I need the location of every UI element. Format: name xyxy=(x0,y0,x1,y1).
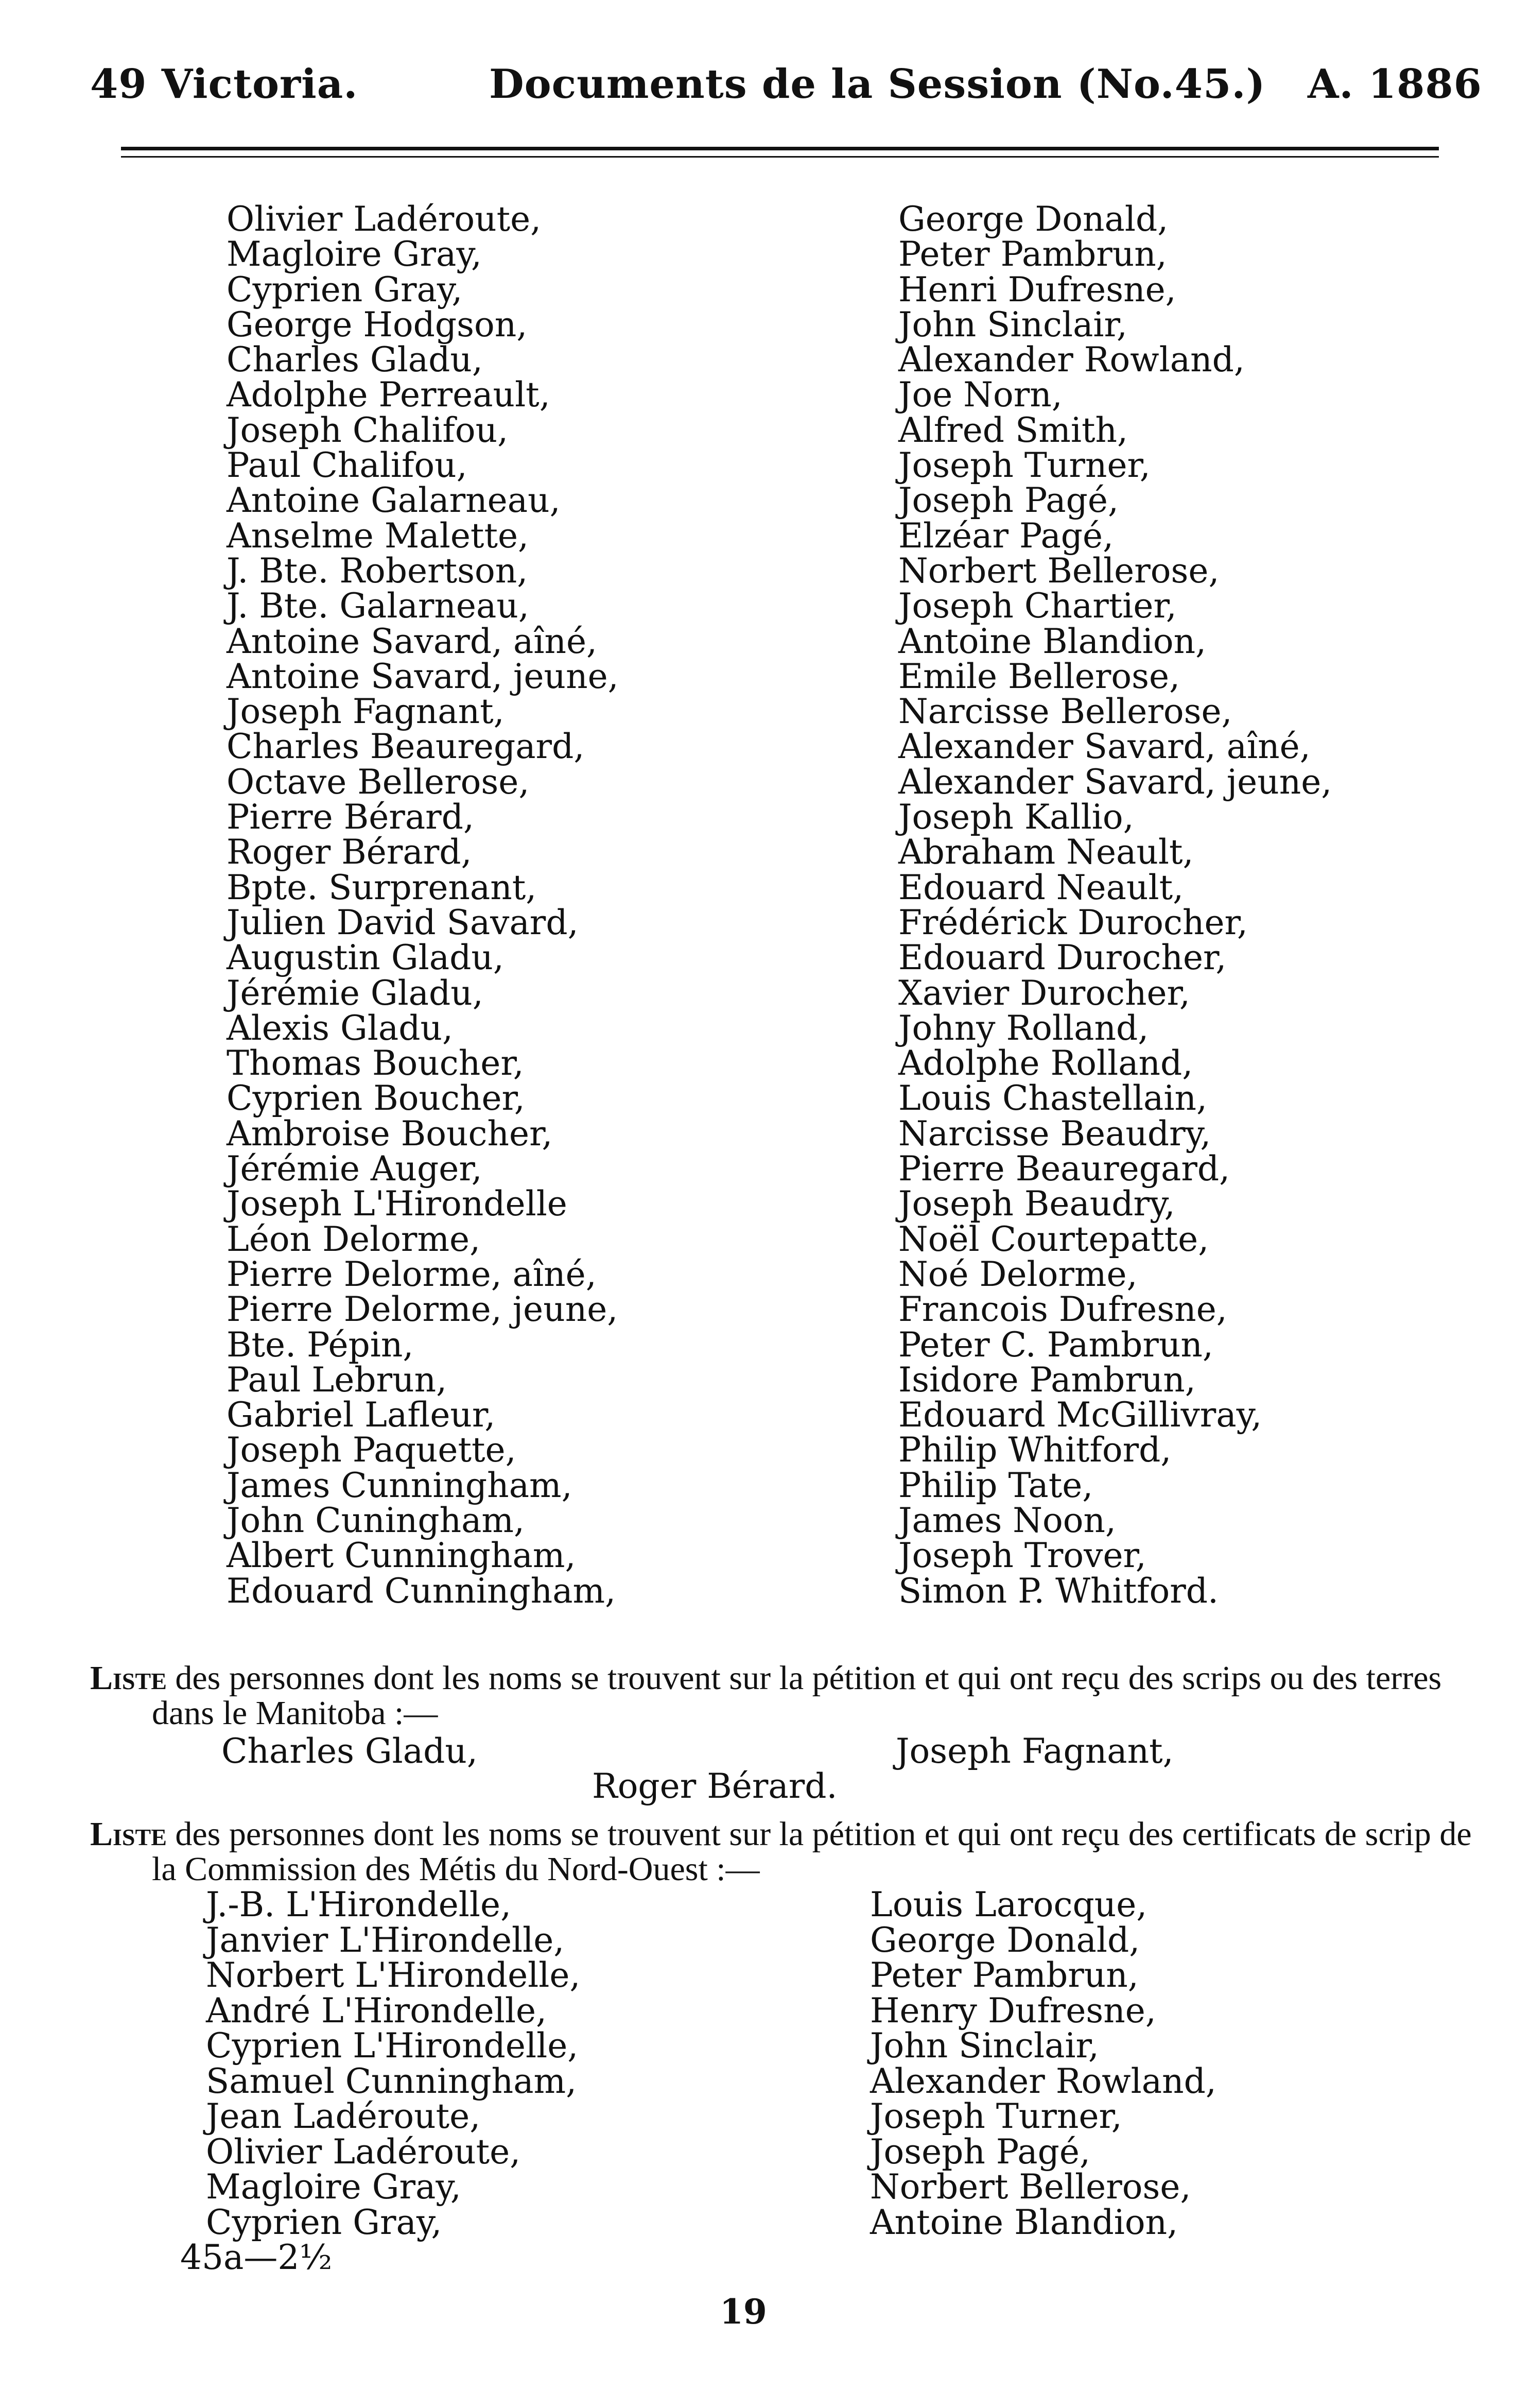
list-item: Louis Larocque, xyxy=(870,1885,1147,1924)
header-rule-thick xyxy=(121,147,1439,150)
section2-heading xyxy=(90,1817,1501,1887)
list-item: Francois Dufresne, xyxy=(898,1289,1227,1330)
list-item: Adolphe Perreault, xyxy=(227,375,550,415)
list-item: George Donald, xyxy=(870,1920,1140,1960)
section2-text: des personnes dont les noms se trouvent sur la pétition et qui ont reçu des certificats de scrip de la Commission des Métis du Nord-Ouest :— xyxy=(152,1815,1472,1888)
list-item: Joseph Chartier, xyxy=(898,586,1177,626)
list-item: Peter C. Pambrun, xyxy=(898,1325,1213,1365)
list-item: Antoine Blandion, xyxy=(898,621,1207,661)
list-item: Norbert L'Hirondelle, xyxy=(206,1955,581,1995)
list-item: Philip Tate, xyxy=(898,1465,1093,1505)
name-list-left xyxy=(227,199,619,1611)
list-item: Elzéar Pagé, xyxy=(898,515,1114,556)
section1-text: des personnes dont les noms se trouvent sur la pétition et qui ont reçu des scrips ou des terres dans le Manitoba :— xyxy=(152,1659,1442,1732)
list-item: Joseph L'Hirondelle xyxy=(227,1184,567,1224)
section1-heading xyxy=(90,1661,1501,1731)
list-item: Pierre Delorme, jeune, xyxy=(227,1289,618,1330)
list-item: Cyprien L'Hirondelle, xyxy=(206,2026,579,2066)
list-item: John Sinclair, xyxy=(898,304,1127,345)
section1-name-1: Charles Gladu, xyxy=(221,1731,478,1771)
list-item: Pierre Beauregard, xyxy=(898,1149,1230,1189)
list-item: Narcisse Beaudry, xyxy=(898,1113,1211,1154)
list-item: Magloire Gray, xyxy=(206,2167,461,2207)
list-item: Anselme Malette, xyxy=(227,515,529,556)
list-item: Antoine Galarneau, xyxy=(227,480,561,521)
name-list-right xyxy=(898,199,1332,1611)
list-item: Noé Delorme, xyxy=(898,1254,1138,1294)
list-item: Bpte. Surprenant, xyxy=(227,867,537,907)
list-item: Norbert Bellerose, xyxy=(870,2167,1191,2207)
list-item: Bte. Pépin, xyxy=(227,1325,414,1365)
list-item: Antoine Savard, jeune, xyxy=(227,656,619,696)
list-item: Paul Chalifou, xyxy=(227,445,467,486)
list-item: Jérémie Auger, xyxy=(227,1149,482,1189)
list-item: Peter Pambrun, xyxy=(898,234,1167,274)
list-item: Pierre Bérard, xyxy=(227,797,474,837)
list-item: Magloire Gray, xyxy=(227,234,482,274)
list-item: Augustin Gladu, xyxy=(227,938,504,978)
list-item: Cyprien Gray, xyxy=(227,269,463,309)
list-item: Olivier Ladéroute, xyxy=(206,2131,521,2172)
list-item: George Donald, xyxy=(898,199,1169,239)
page-number: 19 xyxy=(720,2292,767,2332)
list-item: Abraham Neault, xyxy=(898,832,1194,872)
list-item: Alfred Smith, xyxy=(898,410,1128,450)
list-item: Joseph Trover, xyxy=(898,1536,1146,1576)
list-item: Alexander Savard, aîné, xyxy=(898,727,1311,767)
list-item: James Cunningham, xyxy=(227,1465,572,1505)
section2-list-right xyxy=(870,1887,1216,2240)
list-item: Janvier L'Hirondelle, xyxy=(206,1920,565,1960)
list-item: Adolphe Rolland, xyxy=(898,1043,1193,1083)
list-item: Isidore Pambrun, xyxy=(898,1360,1196,1400)
list-item: Norbert Bellerose, xyxy=(898,551,1220,591)
list-item: Xavier Durocher, xyxy=(898,973,1190,1013)
list-item: Jean Ladéroute, xyxy=(206,2096,481,2136)
list-item: Roger Bérard, xyxy=(227,832,472,872)
list-item: Alexander Rowland, xyxy=(898,340,1245,380)
list-item: Ambroise Boucher, xyxy=(227,1113,553,1154)
list-item: Cyprien Boucher, xyxy=(227,1078,525,1119)
list-item: Edouard Neault, xyxy=(898,867,1184,907)
list-item: J. Bte. Robertson, xyxy=(227,551,528,591)
list-item: Cyprien Gray, xyxy=(206,2202,442,2242)
list-item: Olivier Ladéroute, xyxy=(227,199,542,239)
list-item: Edouard Cunningham, xyxy=(227,1571,616,1611)
list-item: Simon P. Whitford. xyxy=(898,1571,1219,1611)
list-item: Pierre Delorme, aîné, xyxy=(227,1254,597,1294)
list-item: Joe Norn, xyxy=(898,375,1063,415)
list-item: Paul Lebrun, xyxy=(227,1360,447,1400)
list-item: J.-B. L'Hirondelle, xyxy=(206,1885,512,1924)
section2-lead: Liste xyxy=(90,1815,167,1853)
list-item: Philip Whitford, xyxy=(898,1430,1172,1470)
list-item: Gabriel Lafleur, xyxy=(227,1395,496,1435)
header-rule-thin xyxy=(121,156,1439,158)
header-right: A. 1886 xyxy=(1308,61,1482,108)
list-item: Edouard McGillivray, xyxy=(898,1395,1262,1435)
list-item: André L'Hirondelle, xyxy=(206,1990,547,2031)
list-item: Léon Delorme, xyxy=(227,1219,481,1259)
list-item: Joseph Pagé, xyxy=(870,2131,1090,2172)
signature-mark: 45a—2½ xyxy=(180,2238,333,2277)
list-item: Henri Dufresne, xyxy=(898,269,1176,309)
list-item: Alexis Gladu, xyxy=(227,1008,453,1048)
list-item: Alexander Rowland, xyxy=(870,2061,1216,2101)
list-item: Joseph Fagnant, xyxy=(227,692,505,732)
list-item: Julien David Savard, xyxy=(227,902,579,942)
list-item: George Hodgson, xyxy=(227,304,528,345)
list-item: Antoine Blandion, xyxy=(870,2202,1178,2242)
list-item: Charles Gladu, xyxy=(227,340,483,380)
section1-lead: Liste xyxy=(90,1659,167,1697)
list-item: John Sinclair, xyxy=(870,2026,1099,2066)
list-item: Frédérick Durocher, xyxy=(898,902,1248,942)
list-item: Antoine Savard, aîné, xyxy=(227,621,598,661)
list-item: Joseph Kallio, xyxy=(898,797,1134,837)
list-item: Emile Bellerose, xyxy=(898,656,1180,696)
list-item: Joseph Beaudry, xyxy=(898,1184,1175,1224)
list-item: Narcisse Bellerose, xyxy=(898,692,1232,732)
list-item: Johny Rolland, xyxy=(898,1008,1149,1048)
header-left: 49 Victoria. xyxy=(90,61,358,108)
list-item: Jérémie Gladu, xyxy=(227,973,483,1013)
list-item: Joseph Turner, xyxy=(870,2096,1122,2136)
list-item: Joseph Chalifou, xyxy=(227,410,509,450)
list-item: John Cuningham, xyxy=(227,1500,525,1540)
section1-name-2: Joseph Fagnant, xyxy=(896,1731,1174,1771)
list-item: Peter Pambrun, xyxy=(870,1955,1139,1995)
header-center: Documents de la Session (No.45.) xyxy=(489,61,1266,108)
section2-list-left xyxy=(206,1887,580,2240)
list-item: Noël Courtepatte, xyxy=(898,1219,1209,1259)
list-item: Alexander Savard, jeune, xyxy=(898,762,1332,802)
list-item: Charles Beauregard, xyxy=(227,727,585,767)
list-item: Edouard Durocher, xyxy=(898,938,1227,978)
list-item: Albert Cunningham, xyxy=(227,1536,576,1576)
list-item: Joseph Paquette, xyxy=(227,1430,516,1470)
list-item: Henry Dufresne, xyxy=(870,1990,1156,2031)
list-item: Joseph Pagé, xyxy=(898,480,1119,521)
list-item: Louis Chastellain, xyxy=(898,1078,1207,1119)
section1-name-3: Roger Bérard. xyxy=(592,1766,838,1806)
list-item: Samuel Cunningham, xyxy=(206,2061,577,2101)
list-item: J. Bte. Galarneau, xyxy=(227,586,529,626)
list-item: Thomas Boucher, xyxy=(227,1043,524,1083)
list-item: Octave Bellerose, xyxy=(227,762,530,802)
list-item: James Noon, xyxy=(898,1500,1117,1540)
list-item: Joseph Turner, xyxy=(898,445,1151,486)
